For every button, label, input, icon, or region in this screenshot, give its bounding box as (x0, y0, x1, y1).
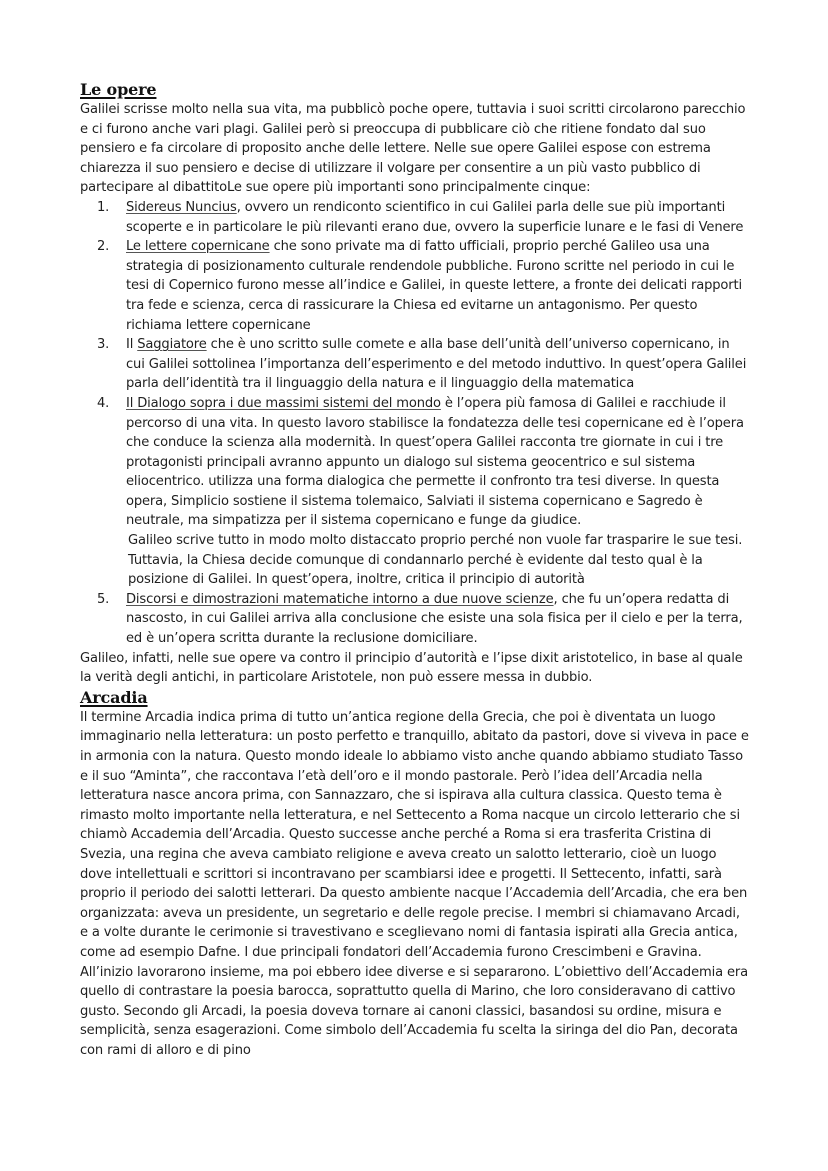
list-item: 2. Le lettere copernicane che sono private ma di fatto ufficiali, proprio perché Galileo usa una strategia di posizionamento culturale rendendole pubbliche. Furono scritte nel periodo in cui le tesi di Copernico furono messe all’indice e Galilei, in queste lettere, a fronte dei delicati rapporti tra fede e scienza, cerca di rassicurare la Chiesa ed evitarne un antagonismo. Per questo richiama lettere copernicane (97, 239, 742, 333)
document-page (80, 80, 750, 1061)
list-item: 3. Il Saggiatore che è uno scritto sulle comete e alla base dell’unità dell’universo copernicano, in cui Galilei sottolinea l’importanza dell’esperimento e del metodo induttivo. In quest’opera Galilei parla dell’identità tra il linguaggio della natura e il linguaggio della matematica (97, 337, 747, 392)
list-number: 5. (97, 591, 110, 607)
list-number: 2. (97, 239, 110, 255)
arcadia-paragraph: Il termine Arcadia indica prima di tutto un’antica regione della Grecia, che poi è diventata un luogo immaginario nella letteratura: un posto perfetto e tranquillo, abitato da pastori, dove si viveva in pace e in armonia con la natura. Questo mondo ideale lo abbiamo visto anche quando abbiamo studiato Tasso e il suo “Aminta”, che raccontava l’età dell’oro e il mondo pastorale. Però l’idea dell’Arcadia nella letteratura nasce ancora prima, con Sannazzaro, che si ispirava alla cultura classica. Questo tema è rimasto molto importante nella letteratura, e nel Settecento a Roma nacque un circolo letterario che si chiamò Accademia dell’Arcadia. Questo successe anche perché a Roma si era trasferita Cristina di Svezia, una regina che aveva cambiato religione e aveva creato un salotto letterario, cioè un luogo dove intellettuali e scrittori si incontravano per scambiarsi idee e progetti. Il Settecento, infatti, sarà proprio il periodo dei salotti letterari. Da questo ambiente nacque l’Accademia dell’Arcadia, che era ben organizzata: aveva un presidente, un segretario e delle regole precise. I membri si chiamavano Arcadi, e a volte durante le cerimonie si travestivano e sceglievano nomi di fantasia ispirati alla Grecia antica, come ad esempio Dafne. I due principali fondatori dell’Accademia furono Crescimbeni e Gravina. All’inizio lavorarono insieme, ma poi ebbero idee diverse e si separarono. L’obiettivo dell’Accademia era quello di contrastare la poesia barocca, soprattutto quella di Marino, che loro consideravano di cattivo gusto. Secondo gli Arcadi, la poesia doveva tornare ai canoni classici, basandosi su ordine, misura e semplicità, senza esagerazioni. Come simbolo dell’Accademia fu scelta la siringa del dio Pan, decorata con rami di alloro e di pino (80, 709, 749, 1058)
work-title: Sidereus Nuncius (126, 199, 237, 215)
work-title: Saggiatore (137, 337, 207, 353)
work-title: Le lettere copernicane (126, 239, 270, 255)
work-title: Discorsi e dimostrazioni matematiche intorno a due nuove scienze (126, 591, 554, 607)
list-item: 5. Discorsi e dimostrazioni matematiche intorno a due nuove scienze, che fu un’opera redatta di nascosto, in cui Galilei arriva alla conclusione che esiste una sola fisica per il cielo e per la terra, ed è un’opera scritta durante la reclusione domiciliare. (97, 591, 743, 647)
outro-paragraph: Galileo, infatti, nelle sue opere va contro il principio d’autorità e l’ipse dixit aristotelico, in base al quale la verità degli antichi, in particolare Aristotele, non può essere messa in dubbio. (80, 650, 743, 686)
list-item: 4. Il Dialogo sopra i due massimi sistemi del mondo è l’opera più famosa di Galilei e racchiude il percorso di una vita. In questo lavoro stabilisce la fondatezza delle tesi copernicane ed è l’opera che conduce la scienza alla modernità. In quest’opera Galilei racconta tre giornate in cui i tre protagonisti principali avranno appunto un dialogo sul sistema geocentrico e sul sistema eliocentrico. utilizza una forma dialogica che permette il confronto tra tesi diverse. In questa opera, Simplicio sostiene il sistema tolemaico, Salviati il sistema copernicano e Sagredo è neutrale, ma simpatizza per il sistema copernicano e funge da giudice. Galileo scrive tutto in modo molto distaccato proprio perché non vuole far trasparire le sue tesi. Tuttavia, la Chiesa decide comunque di condannarlo perché è evidente dal testo qual è la posizione di Galilei. In quest’opera, inoltre, critica il principio di autorità (80, 394, 750, 590)
intro-paragraph: Galilei scrisse molto nella sua vita, ma pubblicò poche opere, tuttavia i suoi scritti circolarono parecchio e ci furono anche vari plagi. Galilei però si preoccupa di pubblicare ciò che ritiene fondato dal suo pensiero e fa circolare di proposito anche delle lettere. Nelle sue opere Galilei espose con estrema chiarezza il suo pensiero e decise di utilizzare il volgare per consentire a un più vasto pubblico di partecipare al dibattitoLe sue opere più importanti sono principalmente cinque: (80, 102, 746, 196)
work-title: Il Dialogo sopra i due massimi sistemi del mondo (126, 395, 441, 411)
list-number: 3. (97, 337, 110, 353)
list-item-continuation: Galileo scrive tutto in modo molto distaccato proprio perché non vuole far trasparire le sue tesi. Tuttavia, la Chiesa decide comunque di condannarlo perché è evidente dal testo qual è la posizione di Galilei. In quest’opera, inoltre, critica il principio di autorità (128, 533, 743, 588)
works-list (80, 198, 750, 649)
list-number: 1. (97, 199, 110, 215)
list-item: 1. Sidereus Nuncius, ovvero un rendiconto scientifico in cui Galilei parla delle sue più importanti scoperte e in particolare le più rilevanti erano due, ovvero la superficie lunare e le fasi di Venere (97, 199, 744, 235)
list-number: 4. (97, 395, 110, 411)
heading-arcadia: Arcadia (80, 687, 148, 707)
heading-le-opere: Le opere (80, 80, 157, 99)
